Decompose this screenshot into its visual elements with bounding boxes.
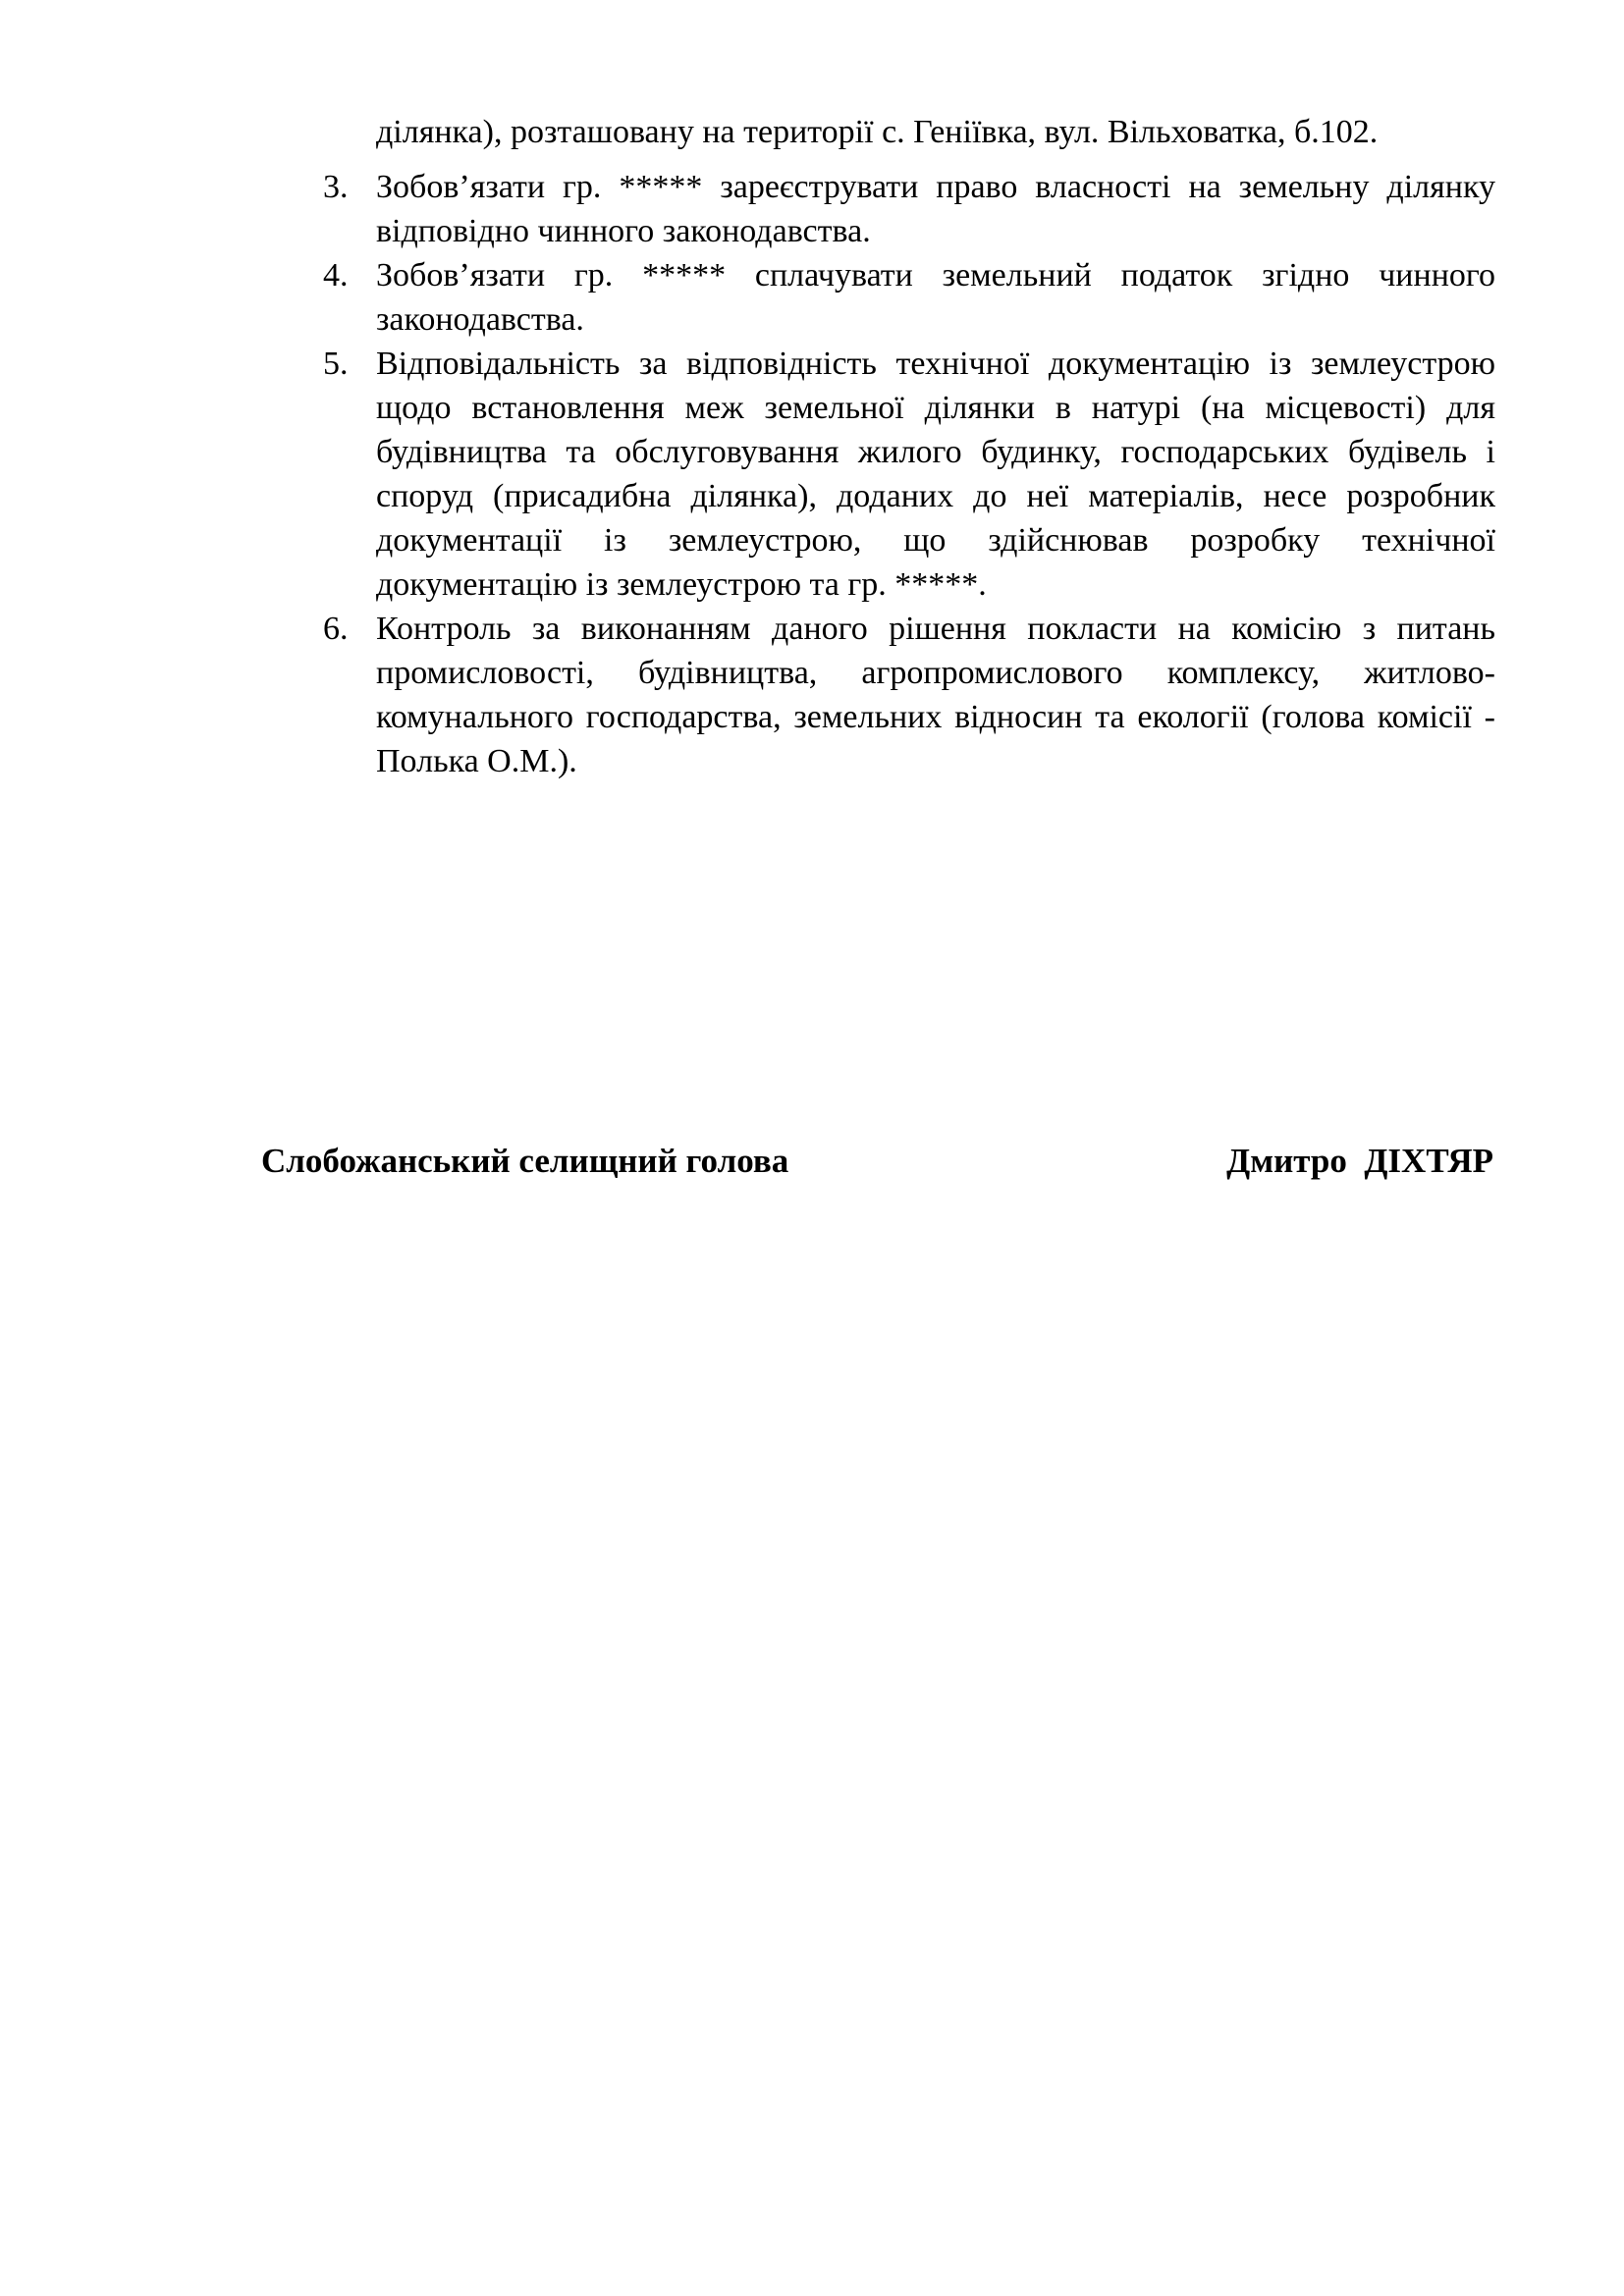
list-item <box>323 253 1495 342</box>
decision-list <box>323 165 1495 783</box>
item-number: 5. <box>323 346 349 382</box>
list-item <box>323 165 1495 253</box>
signature-name: Дмитро ДІХТЯР <box>1226 1142 1493 1180</box>
item-text: Зобов’язати гр. ***** сплачувати земельний податок згідно чинного законодавства. <box>376 257 1495 338</box>
item-text: Контроль за виконанням даного рішення покласти на комісію з питань промисловості, будівництва, агропромислового комплексу, житлово-комунального господарства, земельних відносин та екології (голова комісії - Полька О.М.). <box>376 611 1495 779</box>
list-item <box>323 607 1495 783</box>
item-number: 6. <box>323 611 349 647</box>
item-number: 4. <box>323 257 349 294</box>
item-text: Відповідальність за відповідність технічної документацію із землеустрою щодо встановлення меж земельної ділянки в натурі (на місцевості) для будівництва та обслуговування жилого будинку, господарських будівель і споруд (присадибна ділянка), доданих до неї матеріалів, несе розробник документації із землеустрою, що здійснював розробку технічної документацію із землеустрою та гр. *****. <box>376 346 1495 603</box>
item-text: Зобов’язати гр. ***** зареєструвати право власності на земельну ділянку відповідно чинного законодавства. <box>376 169 1495 249</box>
continuation-paragraph: ділянка), розташовану на території с. Геніївка, вул. Вільховатка, б.102. <box>376 114 1379 150</box>
signature-title: Слобожанський селищний голова <box>261 1142 789 1180</box>
item-number: 3. <box>323 169 349 205</box>
list-item <box>323 342 1495 607</box>
